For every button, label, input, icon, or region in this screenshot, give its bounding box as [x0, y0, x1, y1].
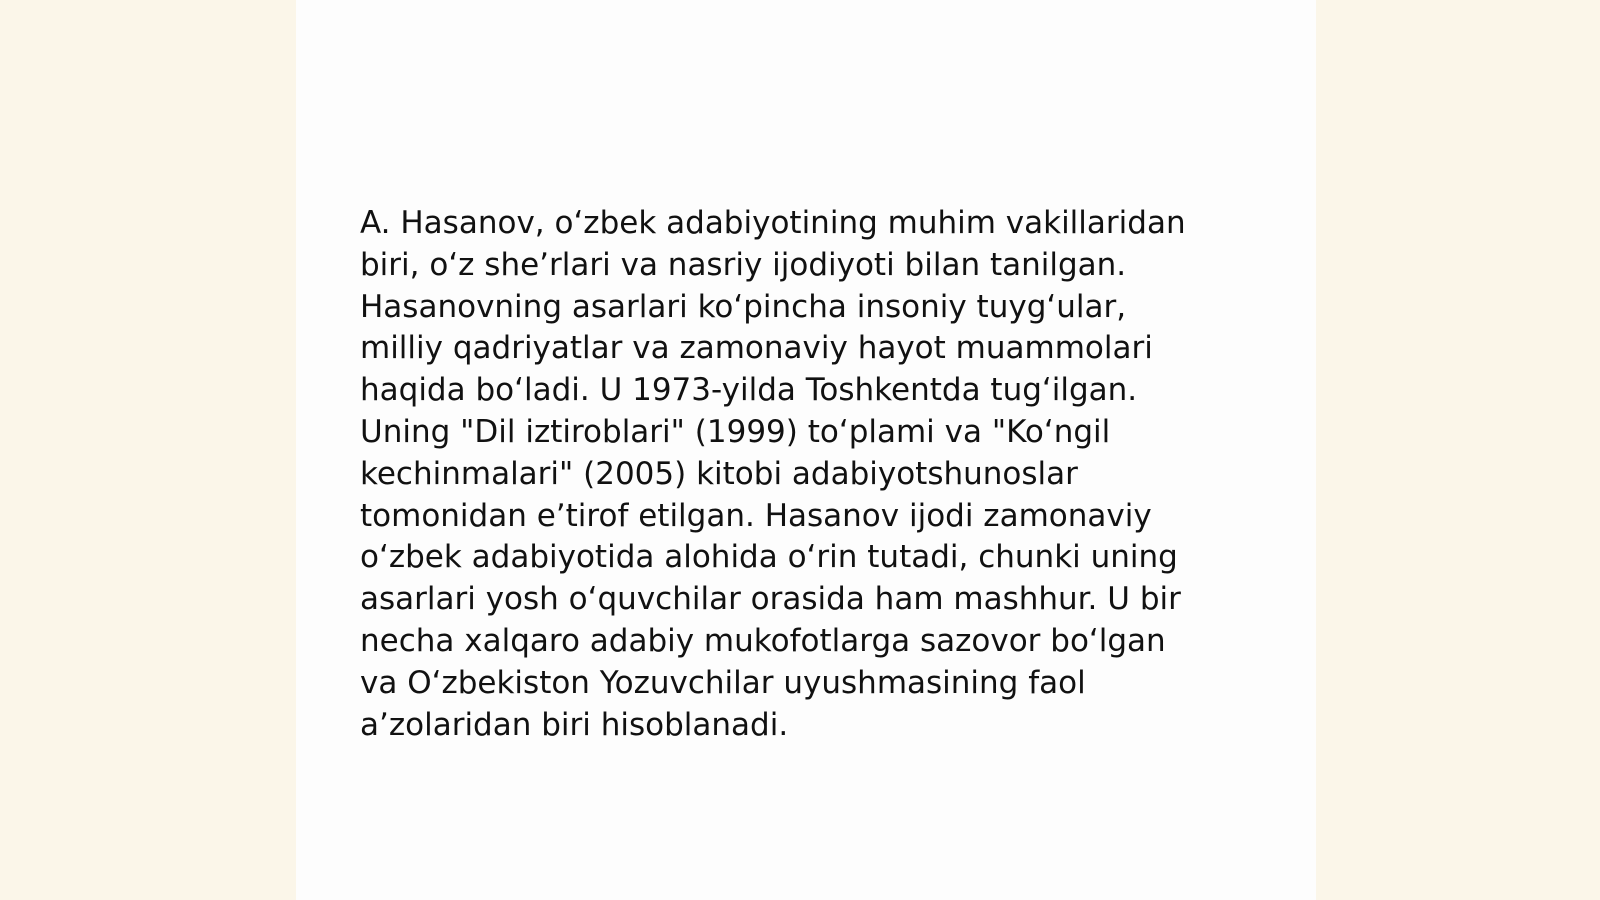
paragraph-line: kechinmalari" (2005) kitobi adabiyotshunoslar	[360, 455, 1078, 492]
paragraph-line: A. Hasanov, o‘zbek adabiyotining muhim vakillaridan	[360, 205, 1186, 241]
paragraph-line: necha xalqaro adabiy mukofotlarga sazovor bo‘lgan	[360, 622, 1166, 659]
paragraph-line: tomonidan e’tirof etilgan. Hasanov ijodi zamonaviy	[360, 497, 1152, 534]
document-page	[296, 0, 1316, 900]
paragraph-line: asarlari yosh o‘quvchilar orasida ham mashhur. U bir	[360, 581, 1181, 618]
body-paragraph	[360, 203, 1240, 746]
paragraph-line: milliy qadriyatlar va zamonaviy hayot muammolari	[360, 330, 1153, 367]
paragraph-line: biri, o‘z she’rlari va nasriy ijodiyoti bilan tanilgan.	[360, 246, 1127, 283]
paragraph-line: va O‘zbekiston Yozuvchilar uyushmasining faol	[360, 664, 1086, 701]
paragraph-line: o‘zbek adabiyotida alohida o‘rin tutadi, chunki uning	[360, 539, 1178, 576]
paragraph-line: Uning "Dil iztiroblari" (1999) to‘plami va "Ko‘ngil	[360, 413, 1111, 450]
paragraph-line: a’zolaridan biri hisoblanadi.	[360, 706, 789, 743]
paragraph-line: haqida bo‘ladi. U 1973-yilda Toshkentda tug‘ilgan.	[360, 372, 1138, 409]
paragraph-line: Hasanovning asarlari ko‘pincha insoniy tuyg‘ular,	[360, 288, 1127, 325]
